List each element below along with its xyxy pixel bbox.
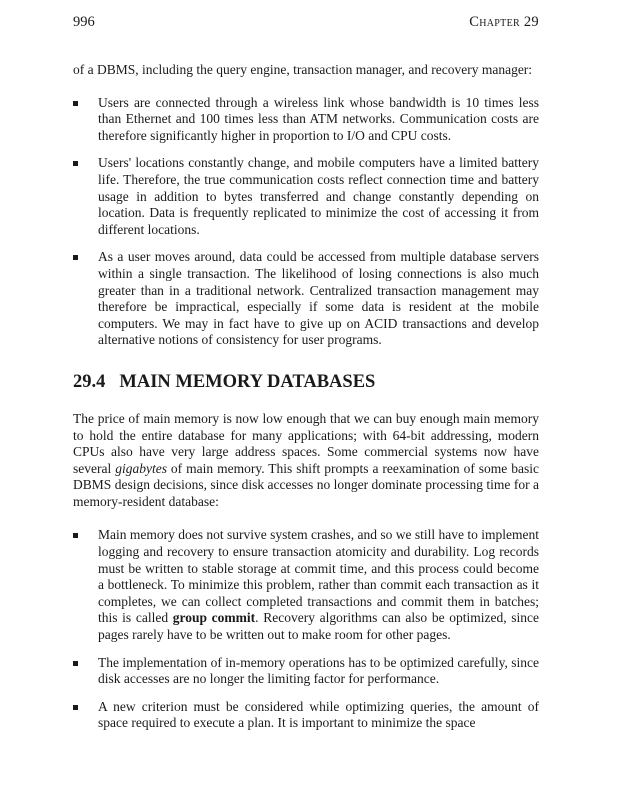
bullet-icon	[73, 255, 78, 260]
bullet-icon	[73, 161, 78, 166]
section-number: 29.4	[73, 371, 106, 392]
bullet-icon	[73, 705, 78, 710]
list-item-text	[98, 527, 539, 642]
list-item	[73, 527, 539, 643]
list-item	[73, 249, 539, 349]
section-title: MAIN MEMORY DATABASES	[119, 371, 376, 392]
bold-term: group commit	[172, 610, 256, 626]
page-number: 996	[73, 14, 95, 30]
main-memory-issues-list	[73, 527, 539, 732]
running-head	[73, 14, 539, 36]
list-item	[73, 95, 539, 145]
list-item-text: As a user moves around, data could be accessed from multiple database servers within a single transaction. The likelihood of losing connections is also much greater than in a traditional network. Centralized transaction management may therefore be impractical, especially if some data is resident at the mobile computers. We may in fact have to give up on ACID transactions and develop alternative notions of consistency for user programs.	[98, 249, 539, 348]
paragraph-text-end: of main memory. This shift prompts a reexamination of some basic DBMS design decisions, since disk accesses no longer dominate processing time for a memory-resident database:	[73, 460, 539, 509]
paragraph-text-start: The price of main memory is now low enough that we can buy enough main memory to hold the entire database for many applications; with 64-bit addressing, modern CPUs also have very large address spaces. Some commercial systems now have several	[73, 410, 539, 476]
bullet-icon	[73, 533, 78, 538]
list-item-text: A new criterion must be considered while optimizing queries, the amount of space required to execute a plan. It is important to minimize the space	[98, 698, 539, 731]
list-item-text-start: Main memory does not survive system crashes, and so we still have to implement logging and recovery to ensure transaction atomicity and durability. Log records must be written to stable storage at commit time, and this process could become a bottleneck. To minimize this problem, rather than commit each transaction as it completes, we can collect completed transactions and commit them in batches; this is called	[98, 527, 539, 626]
emphasized-term: gigabytes	[115, 460, 167, 476]
list-item	[73, 655, 539, 688]
mobile-issues-list	[73, 95, 539, 349]
list-item-text-end: . Recovery algorithms can also be optimized, since pages rarely have to be written out to make room for other pages.	[98, 610, 540, 643]
list-item-text: Users are connected through a wireless link whose bandwidth is 10 times less than Ethernet and 100 times less than ATM networks. Communication costs are therefore significantly higher in proportion to I/O and CPU costs.	[98, 94, 539, 143]
intro-text: of a DBMS, including the query engine, transaction manager, and recovery manager:	[73, 62, 533, 77]
bullet-icon	[73, 661, 78, 666]
list-item	[73, 155, 539, 238]
list-item-text: The implementation of in-memory operations has to be optimized carefully, since disk accesses are no longer the limiting factor for performance.	[98, 654, 539, 687]
list-item-text: Users' locations constantly change, and mobile computers have a limited battery life. Therefore, the true communication costs reflect connection time and battery usage in addition to bytes transferred and change constantly depending on location. Data is frequently replicated to minimize the cost of accessing it from different locations.	[98, 155, 539, 237]
bullet-icon	[73, 101, 78, 106]
section-heading	[73, 371, 539, 393]
book-page	[73, 14, 539, 743]
list-item	[73, 699, 539, 732]
section-paragraph	[73, 411, 539, 511]
chapter-label: Chapter 29	[469, 14, 539, 30]
